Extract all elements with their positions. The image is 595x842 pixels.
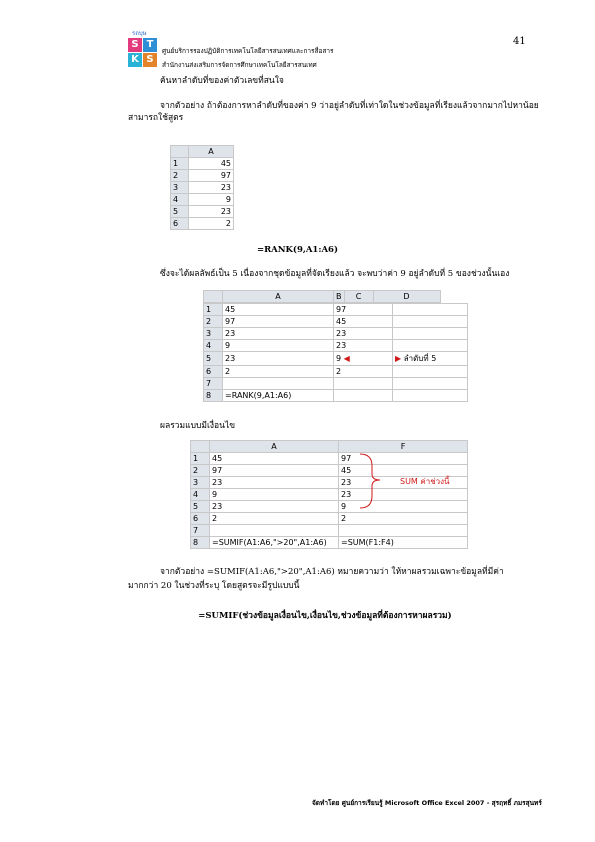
org-name-line2: สำนักงานส่งเสริมการจัดการศึกษาเทคโนโลยีสารสนเทศ [162, 61, 317, 69]
cell: 45 [223, 304, 334, 316]
sheet-table-2-body [203, 303, 468, 402]
rank-note: ลำดับที่ 5 [403, 354, 437, 363]
page-number: 41 [513, 36, 526, 47]
cell: 45 [334, 316, 393, 328]
cell [393, 366, 468, 378]
cell [334, 378, 393, 390]
cell: 9 [223, 340, 334, 352]
cell: 23 [223, 352, 334, 366]
cell: 23 [210, 501, 339, 513]
cell-value: 9 [336, 354, 342, 363]
row-header: 7 [204, 378, 223, 390]
cell [339, 525, 468, 537]
logo-top-text: รถบุษ [132, 30, 147, 37]
row-header: 2 [191, 465, 210, 477]
cell: 23 [339, 477, 468, 489]
paragraph-3-line-1: จากตัวอย่าง =SUMIF(A1:A6,">20",A1:A6) หมายความว่า ให้หาผลรวมเฉพาะข้อมูลที่มีค่า [160, 567, 504, 577]
row-header: 4 [191, 489, 210, 501]
row-header: 6 [191, 513, 210, 525]
cell [393, 340, 468, 352]
cell [210, 525, 339, 537]
cell [393, 390, 468, 402]
cell: 45 [210, 453, 339, 465]
corner-cell [191, 441, 210, 453]
cell: 2 [339, 513, 468, 525]
row-header: 4 [204, 340, 223, 352]
cell: 23 [210, 477, 339, 489]
cell: 9 [210, 489, 339, 501]
cell: 23 [188, 182, 233, 194]
cell [334, 390, 393, 402]
cell: 9 [339, 501, 468, 513]
row-header: 5 [191, 501, 210, 513]
cell [393, 304, 468, 316]
sumif-heading: ผลรวมแบบมีเงื่อนไข [160, 421, 236, 431]
cell [393, 352, 468, 366]
row-header: 8 [204, 390, 223, 402]
sheet-table-1 [170, 145, 234, 230]
row-header: 1 [191, 453, 210, 465]
cell: 2 [210, 513, 339, 525]
row-header: 6 [171, 218, 189, 230]
sum-range-note: SUM ค่าช่วงนี้ [400, 477, 450, 486]
cell: 23 [334, 340, 393, 352]
col-header-a: A [188, 146, 233, 158]
row-header: 2 [204, 316, 223, 328]
cell: 97 [210, 465, 339, 477]
cell: 97 [334, 304, 393, 316]
logo-letter-s2: S [143, 53, 157, 67]
cell: 23 [334, 328, 393, 340]
cell: =SUMIF(A1:A6,">20",A1:A6) [210, 537, 339, 549]
col-header-d: D [373, 291, 440, 303]
logo-letter-s1: S [128, 38, 142, 52]
row-header: 4 [171, 194, 189, 206]
cell [334, 352, 393, 366]
cell: 97 [188, 170, 233, 182]
cell [393, 328, 468, 340]
cell: 97 [223, 316, 334, 328]
sumif-syntax: =SUMIF(ช่วงข้อมูลเงื่อนไข,เงื่อนไข,ช่วงข้อมูลที่ต้องการหาผลรวม) [198, 611, 452, 621]
row-header: 1 [171, 158, 189, 170]
row-header: 5 [204, 352, 223, 366]
paragraph-2: ซึ่งจะได้ผลลัพธ์เป็น 5 เนื่องจากชุดข้อมูลที่จัดเรียงแล้ว จะพบว่าค่า 9 อยู่ลำดับที่ 5 ของช่วงนั้นเอง [160, 269, 510, 279]
paragraph-1-text: จากตัวอย่าง ถ้าต้องการหาลำดับที่ของค่า 9 ว่าอยู่ลำดับที่เท่าใดในช่วงข้อมูลที่เรียงแล้วจากมากไปหาน้อย สามารถใช้สูตร [128, 101, 539, 123]
cell: 2 [223, 366, 334, 378]
col-header-c: C [344, 291, 373, 303]
logo-letter-t: T [143, 38, 157, 52]
formula-rank: =RANK(9,A1:A6) [256, 245, 338, 255]
corner-cell [204, 291, 223, 303]
row-header: 8 [191, 537, 210, 549]
cell: 23 [339, 489, 468, 501]
cell: 2 [188, 218, 233, 230]
col-header-f: F [339, 441, 468, 453]
col-header-a: A [210, 441, 339, 453]
paragraph-3-line-2: มากกว่า 20 ในช่วงที่ระบุ โดยสูตรจะมีรูปแบบนี้ [128, 581, 300, 591]
cell: 9 [188, 194, 233, 206]
row-header: 7 [191, 525, 210, 537]
footer-credit: จัดทำโดย ศูนย์การเรียนรู้ Microsoft Office Excel 2007 - สุรฤทธิ์ ภมรสุนทร์ [312, 799, 542, 807]
col-header-a: A [223, 291, 334, 303]
cell: =RANK(9,A1:A6) [223, 390, 334, 402]
org-logo [128, 28, 160, 74]
right-arrow-icon: ▶ [395, 354, 402, 363]
col-header-b: B [334, 291, 345, 303]
cell: =SUM(F1:F4) [339, 537, 468, 549]
cell: 97 [339, 453, 468, 465]
row-header: 3 [171, 182, 189, 194]
row-header: 1 [204, 304, 223, 316]
cell: 2 [334, 366, 393, 378]
cell: 45 [188, 158, 233, 170]
section-heading: ค้นหาลำดับที่ของค่าตัวเลขที่สนใจ [160, 76, 284, 86]
row-header: 3 [191, 477, 210, 489]
row-header: 2 [171, 170, 189, 182]
row-header: 5 [171, 206, 189, 218]
org-name-line1: ศูนย์บริการรองปฏิบัติการเทคโนโลยีสารสนเทศและการสื่อสาร [162, 47, 334, 55]
row-header: 6 [204, 366, 223, 378]
corner-cell [171, 146, 189, 158]
cell [393, 378, 468, 390]
row-header: 3 [204, 328, 223, 340]
logo-letter-k: K [128, 53, 142, 67]
cell: 45 [339, 465, 468, 477]
cell: 23 [223, 328, 334, 340]
cell [393, 316, 468, 328]
cell: 23 [188, 206, 233, 218]
left-arrow-icon: ◀ [343, 354, 350, 363]
sheet-table-2 [203, 290, 441, 303]
cell [223, 378, 334, 390]
paragraph-1 [128, 100, 548, 124]
